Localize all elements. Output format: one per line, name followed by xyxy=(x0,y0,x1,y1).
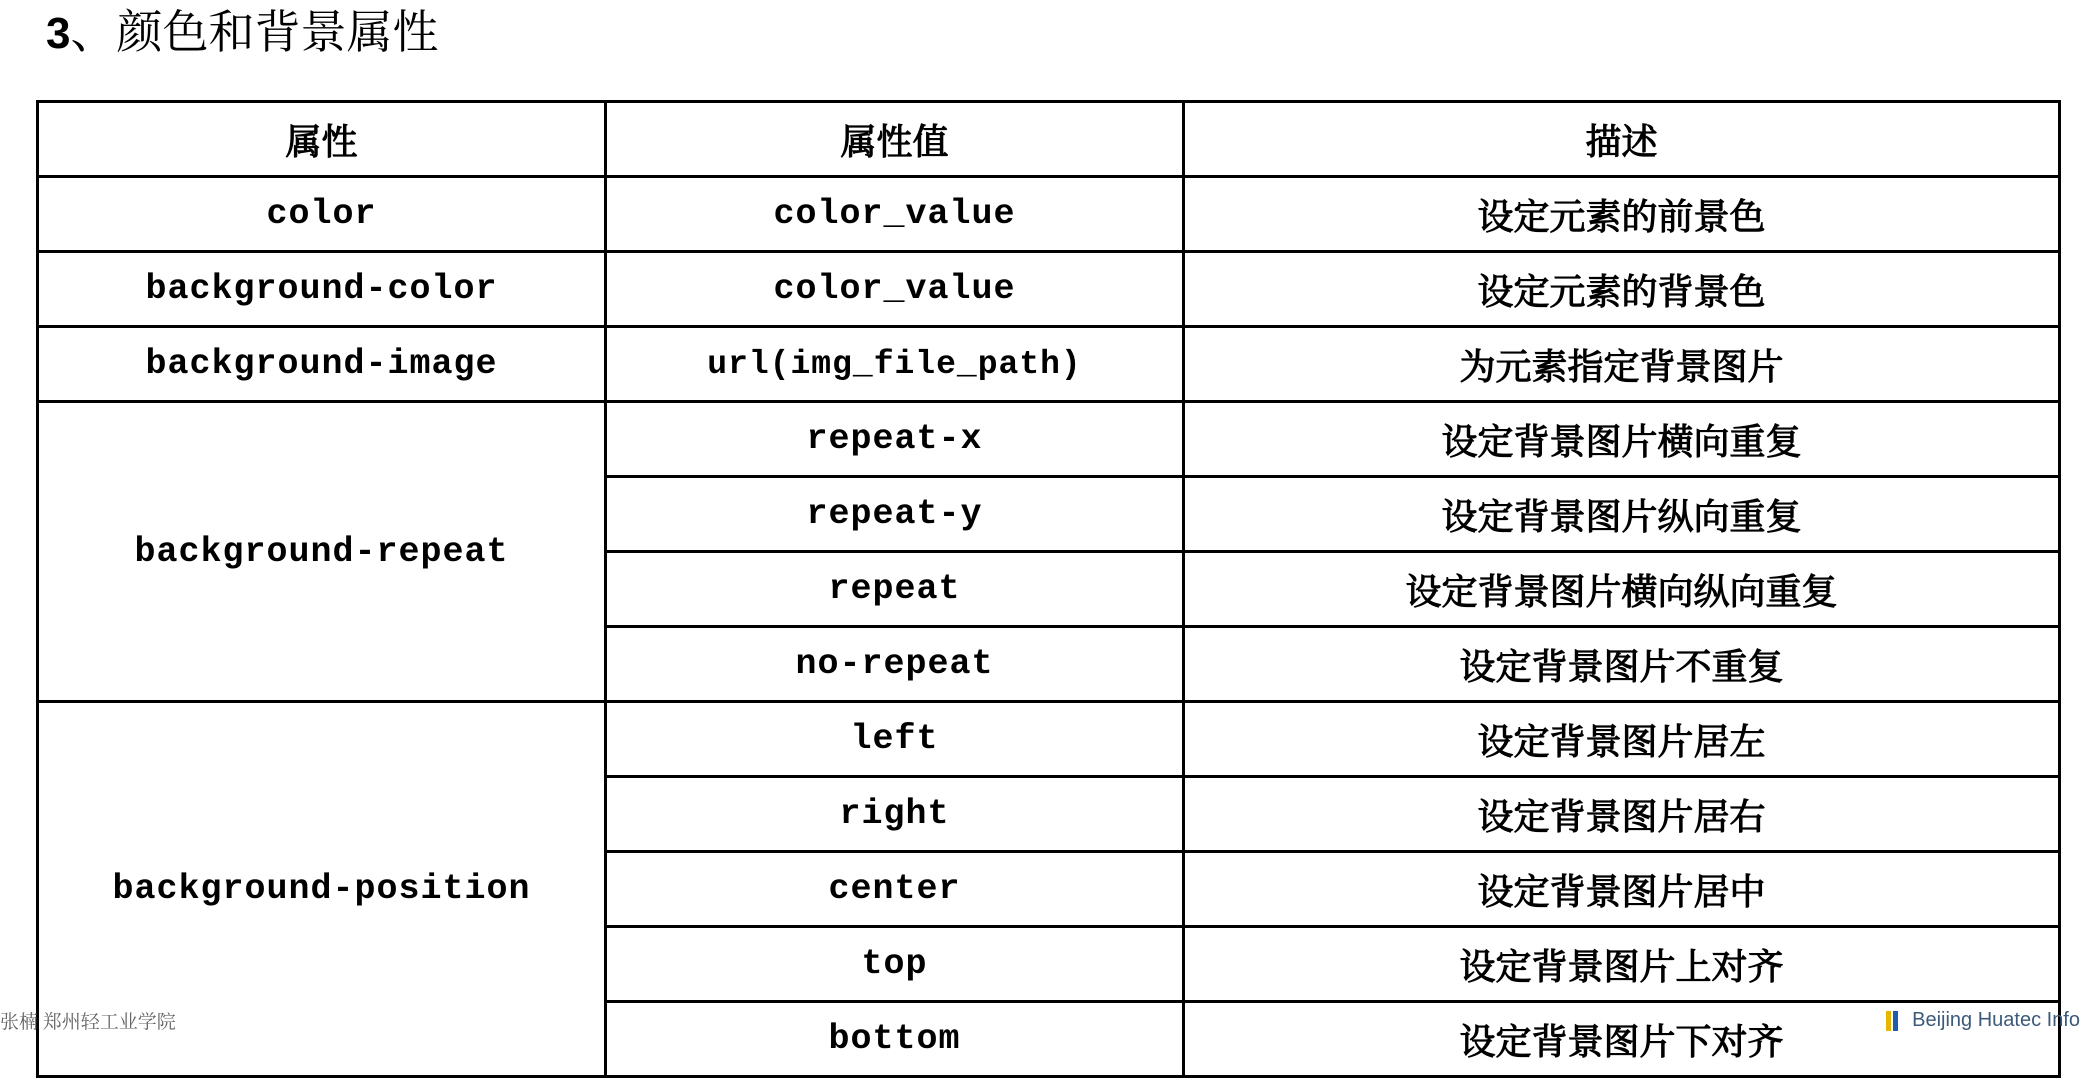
cell-description: 设定背景图片上对齐 xyxy=(1184,927,2060,1002)
footer-left-text: 张楠 郑州轻工业学院 xyxy=(0,1012,176,1033)
cell-description: 为元素指定背景图片 xyxy=(1184,327,2060,402)
cell-description: 设定背景图片纵向重复 xyxy=(1184,477,2060,552)
properties-table xyxy=(36,100,2061,1078)
cell-description: 设定元素的前景色 xyxy=(1184,177,2060,252)
table-row xyxy=(38,402,2060,477)
table-row xyxy=(38,252,2060,327)
cell-description: 设定背景图片居左 xyxy=(1184,702,2060,777)
page-title xyxy=(46,2,438,65)
table-header-row xyxy=(38,102,2060,177)
page-title-number: 3 xyxy=(46,9,71,58)
cell-value: left xyxy=(606,702,1184,777)
cell-value: bottom xyxy=(606,1002,1184,1077)
cell-property: color xyxy=(38,177,606,252)
table-row xyxy=(38,327,2060,402)
cell-value: color_value xyxy=(606,252,1184,327)
cell-value: url(img_file_path) xyxy=(606,327,1184,402)
footer-right-text: Beijing Huatec Info xyxy=(1912,1009,2080,1031)
cell-description: 设定背景图片不重复 xyxy=(1184,627,2060,702)
cell-description: 设定背景图片横向重复 xyxy=(1184,402,2060,477)
huatec-logo-icon xyxy=(1886,1011,1904,1031)
cell-description: 设定元素的背景色 xyxy=(1184,252,2060,327)
table-row xyxy=(38,177,2060,252)
cell-property-background-repeat: background-repeat xyxy=(38,402,606,702)
table-header-description: 描述 xyxy=(1184,102,2060,177)
cell-description: 设定背景图片横向纵向重复 xyxy=(1184,552,2060,627)
table-row xyxy=(38,702,2060,777)
cell-description: 设定背景图片下对齐 xyxy=(1184,1002,2060,1077)
cell-value: repeat-x xyxy=(606,402,1184,477)
cell-value: repeat xyxy=(606,552,1184,627)
cell-value: center xyxy=(606,852,1184,927)
cell-value: repeat-y xyxy=(606,477,1184,552)
cell-value: no-repeat xyxy=(606,627,1184,702)
table-header-property: 属性 xyxy=(38,102,606,177)
table-header-value: 属性值 xyxy=(606,102,1184,177)
page-title-text: 、颜色和背景属性 xyxy=(70,7,439,58)
cell-value: color_value xyxy=(606,177,1184,252)
cell-value: top xyxy=(606,927,1184,1002)
cell-property: background-image xyxy=(38,327,606,402)
footer-logo xyxy=(1886,1009,2080,1032)
cell-property: background-color xyxy=(38,252,606,327)
cell-description: 设定背景图片居中 xyxy=(1184,852,2060,927)
cell-property-background-position: background-position xyxy=(38,702,606,1077)
cell-value: right xyxy=(606,777,1184,852)
cell-description: 设定背景图片居右 xyxy=(1184,777,2060,852)
